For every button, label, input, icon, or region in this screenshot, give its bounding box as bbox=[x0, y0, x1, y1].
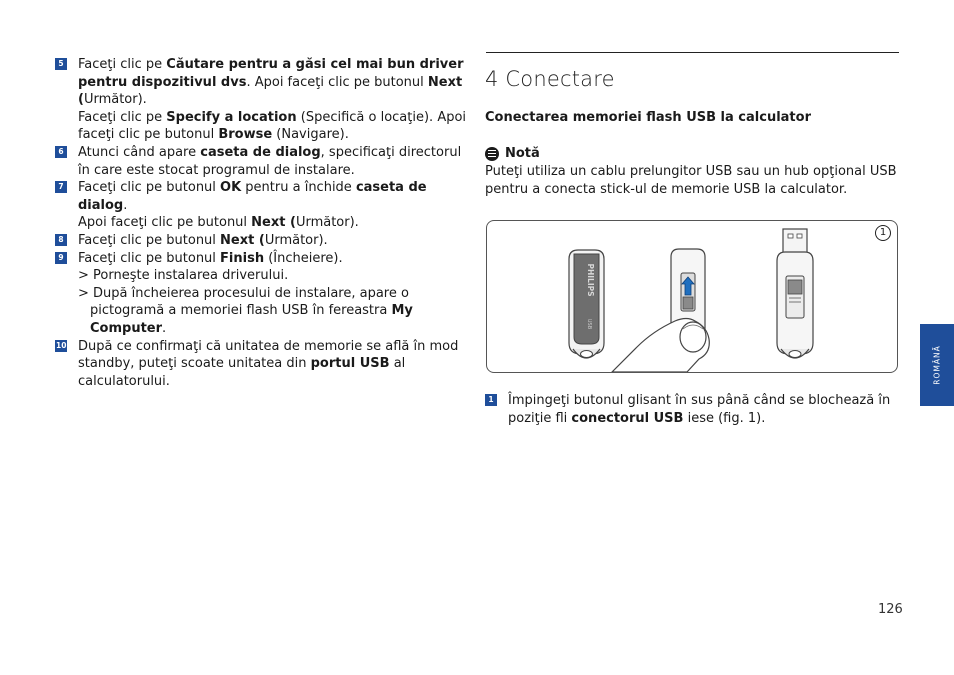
bold-text: Next ( bbox=[78, 74, 463, 108]
bold-text: Căutare pentru a găsi cel mai bun driver pentru dispozitivul dvs bbox=[78, 57, 464, 90]
bold-text: portul USB bbox=[310, 356, 390, 372]
step-number-badge: 9 bbox=[55, 252, 67, 264]
step-6 bbox=[55, 144, 470, 179]
bold-text: Specify a location bbox=[166, 109, 297, 125]
usb-drive-capped bbox=[569, 250, 604, 358]
usb-figure bbox=[486, 220, 898, 373]
note-label: Notă bbox=[505, 146, 540, 161]
figure-number: 1 bbox=[875, 225, 891, 241]
bold-text: caseta de dialog bbox=[200, 144, 321, 160]
bold-text: conectorul USB bbox=[571, 410, 684, 426]
text: Împingeţi butonul glisant în sus până când se blochează în poziţie fli bbox=[508, 393, 891, 426]
text: pentru a închide bbox=[241, 180, 356, 196]
step-number-badge: 7 bbox=[55, 181, 67, 193]
step-number-badge: 1 bbox=[485, 394, 497, 406]
step-5 bbox=[55, 56, 470, 144]
text: După ce confirmaţi că unitatea de memorie se află în mod standby, puteţi scoate unitatea din bbox=[78, 338, 459, 372]
step-10 bbox=[55, 338, 470, 391]
text: (Navigare). bbox=[272, 127, 349, 143]
step-number-badge: 5 bbox=[55, 58, 67, 70]
text: , specificaţi directorul în care este stocat programul de instalare. bbox=[78, 144, 462, 178]
step-text bbox=[78, 179, 470, 214]
step-result bbox=[78, 285, 470, 338]
bold-text: caseta de dialog bbox=[78, 180, 427, 213]
text: Faceţi clic pe bbox=[78, 57, 167, 72]
usb-drive-sliding bbox=[612, 249, 709, 372]
step-text bbox=[78, 250, 470, 268]
step-text-continued bbox=[78, 214, 470, 232]
text: Faceţi clic pe butonul bbox=[78, 180, 221, 196]
text: Faceţi clic pe butonul bbox=[78, 232, 221, 248]
bold-text: Finish bbox=[220, 250, 265, 266]
step-text bbox=[78, 144, 470, 179]
chapter-title: 4 Conectare bbox=[485, 67, 615, 91]
text: > După încheierea procesului de instalare, apare o pictogramă a memoriei flash USB în fereastra bbox=[78, 285, 409, 319]
brand-label: PHILIPS bbox=[586, 263, 595, 297]
usb-drive-extended bbox=[777, 229, 813, 358]
step-text bbox=[78, 56, 470, 109]
bold-text: OK bbox=[220, 180, 242, 196]
note-icon bbox=[485, 147, 499, 161]
text: Următor). bbox=[295, 215, 359, 231]
text: Atunci când apare bbox=[78, 144, 201, 160]
cap-label: USB bbox=[586, 318, 592, 330]
text: Apoi faceţi clic pe butonul bbox=[78, 215, 252, 231]
step-number-badge: 10 bbox=[56, 340, 67, 350]
step-number-badge: 8 bbox=[55, 234, 67, 246]
bold-text: Browse bbox=[218, 127, 273, 143]
bold-text: Next ( bbox=[220, 232, 265, 248]
step-8 bbox=[55, 232, 470, 250]
text: > Porneşte instalarea driverului. bbox=[78, 268, 289, 284]
step-9 bbox=[55, 250, 470, 338]
right-step bbox=[485, 392, 923, 427]
text: Faceţi clic pe bbox=[78, 109, 167, 125]
section-title: Conectarea memoriei flash USB la calculator bbox=[485, 110, 811, 125]
text: (Încheiere). bbox=[264, 250, 343, 266]
step-text bbox=[78, 232, 470, 250]
usb-illustration bbox=[487, 221, 897, 372]
note-heading bbox=[485, 146, 540, 161]
text: . Apoi faceţi clic pe butonul bbox=[246, 74, 428, 90]
step-text bbox=[78, 338, 470, 391]
text: Următor). bbox=[264, 232, 328, 248]
step-number-badge: 6 bbox=[55, 146, 67, 158]
text: . bbox=[162, 320, 167, 336]
chapter-rule bbox=[486, 52, 899, 53]
bold-text: My Computer bbox=[90, 303, 413, 336]
language-label: ROMÂNĂ bbox=[932, 345, 942, 385]
text: al calculatorului. bbox=[78, 356, 406, 389]
text: Următor). bbox=[83, 92, 147, 108]
text: iese (fig. 1). bbox=[683, 410, 766, 426]
text: . bbox=[123, 197, 128, 213]
left-column bbox=[55, 56, 470, 390]
step-text bbox=[508, 392, 923, 427]
language-tab bbox=[920, 324, 954, 406]
text: (Specifică o locaţie). Apoi faceţi clic pe butonul bbox=[78, 109, 467, 143]
note-text: Puteţi utiliza un cablu prelungitor USB sau un hub opţional USB pentru a conecta stick-ul de memorie USB la calculator. bbox=[485, 164, 897, 197]
bold-text: Next ( bbox=[251, 215, 296, 231]
step-text-continued bbox=[78, 109, 470, 144]
page-number: 126 bbox=[878, 602, 903, 617]
step-7 bbox=[55, 179, 470, 232]
step-result bbox=[78, 267, 470, 285]
text: Faceţi clic pe butonul bbox=[78, 250, 221, 266]
